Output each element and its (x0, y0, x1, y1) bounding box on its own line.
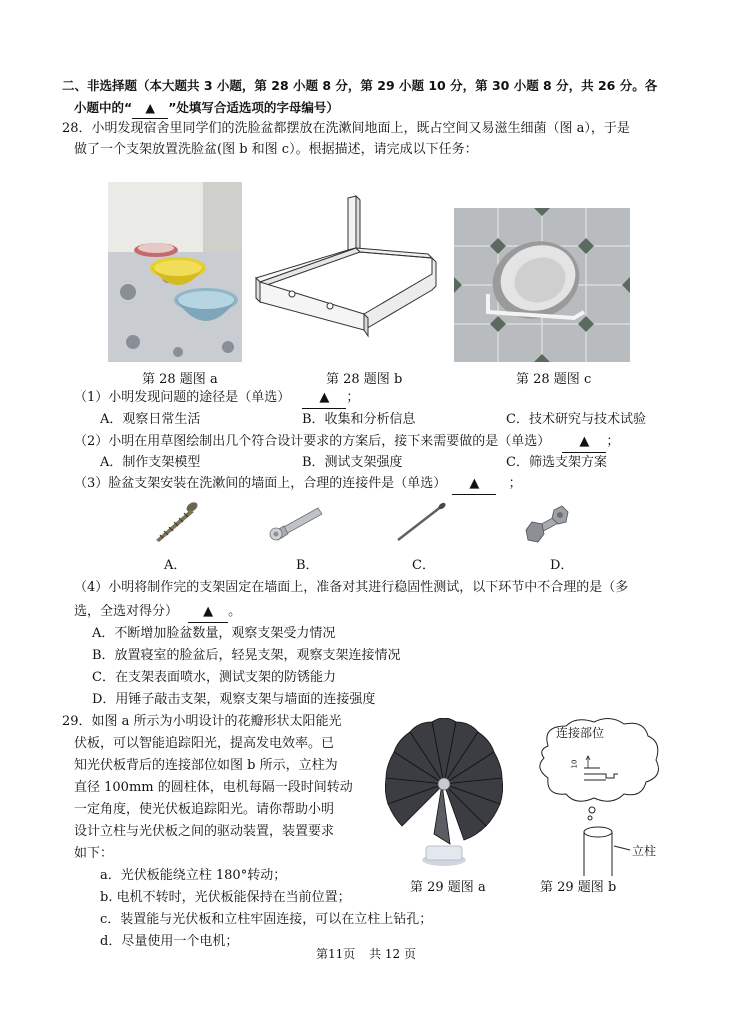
q28-sub2-end: ； (606, 434, 620, 449)
q28-sub3-answer-blank[interactable]: ▲ (452, 474, 496, 495)
footer-total-pages: 共 12 页 (369, 947, 417, 961)
answer-blank[interactable]: ▲ (132, 98, 168, 119)
q28-sub1-option-c: C．技术研究与技术试验 (506, 412, 646, 427)
q28-sub4-option-a: A．不断增加脸盆数量，观察支架受力情况 (92, 626, 336, 641)
q28-stem-line1: 28．小明发现宿舍里同学们的洗脸盆都摆放在洗漱间地面上，既占空间又易滋生细菌（图 a），于是 (62, 121, 630, 136)
q28-sub4-text: 选，全选对得分） (74, 604, 179, 619)
q28-sub3-label-d: D． (550, 558, 574, 573)
q29-stem-line2: 伏板，可以智能追踪阳光，提高发电效率。已 (74, 736, 335, 751)
q28-sub2-option-c: C．筛选支架方案 (506, 455, 607, 470)
q29-requirement-a: a．光伏板能绕立柱 180°转动； (100, 868, 287, 883)
q28-sub4-option-d: D．用锤子敲击支架，观察支架与墙面的连接强度 (92, 692, 376, 707)
q29-stem-line6: 设计立柱与光伏板之间的驱动装置，装置要求 (74, 824, 335, 839)
q28-sub4-line2 (74, 602, 241, 623)
q28-sub1-option-b: B．收集和分析信息 (302, 412, 416, 427)
bolt-nut-icon (520, 500, 572, 548)
q28-sub2-text: （2）小明在用草图绘制出几个符合设计要求的方案后，接下来需要做的是（单选） (74, 434, 551, 449)
q28-sub1-option-a: A．观察日常生活 (100, 412, 201, 427)
section-heading-part-a: 小题中的“ (74, 100, 133, 115)
q28-sub3-end: ； (508, 476, 522, 491)
q28-sub4-option-b: B．放置寝室的脸盆后，轻晃支架，观察支架连接情况 (92, 648, 401, 663)
q29-stem-line1: 29．如图 a 所示为小明设计的花瓣形状太阳能光 (62, 714, 342, 729)
q28-sub4-option-c: C．在支架表面喷水，测试支架的防锈能力 (92, 670, 336, 685)
q29-stem-line3: 知光伏板背后的连接部位如图 b 所示，立柱为 (74, 758, 338, 773)
q29-figure-b-dimension: 10 (570, 759, 579, 769)
q29-figure-b-connection-diagram (532, 716, 682, 876)
q28-sub3-label-a: A． (164, 558, 187, 573)
section-heading-part-b: ”处填写合适选项的字母编号） (168, 100, 339, 115)
q28-sub1-question (74, 388, 359, 409)
q28-figure-b-bracket (252, 190, 442, 350)
q28-stem-line2: 做了一个支架放置洗脸盆(图 b 和图 c）。根据描述，请完成以下任务： (74, 142, 478, 157)
q29-figure-a-solar-flower (368, 718, 520, 872)
page-footer (316, 944, 416, 964)
q29-stem-line5: 一定角度，使光伏板追踪阳光。请你帮助小明 (74, 802, 335, 817)
q29-figure-a-caption: 第 29 题图 a (410, 880, 486, 895)
q28-sub1-text: （1）小明发现问题的途径是（单选） (74, 390, 291, 405)
q28-sub4-end: 。 (228, 604, 242, 619)
section-heading-line2 (74, 98, 339, 119)
q28-sub3-text: （3）脸盆支架安装在洗漱间的墙面上，合理的连接件是（单选） (74, 476, 447, 491)
q28-figure-b-caption: 第 28 题图 b (326, 372, 403, 387)
expansion-bolt-icon (266, 502, 326, 546)
q28-sub3-question (74, 474, 522, 495)
q28-figure-a-photo (108, 182, 242, 362)
q28-figure-c-photo (454, 208, 630, 362)
q29-stem-line7: 如下： (74, 846, 114, 861)
q28-sub3-label-c: C． (412, 558, 435, 573)
q29-requirement-c: c．装置能与光伏板和立柱牢固连接，可以在立柱上钻孔； (100, 912, 433, 927)
q28-sub2-answer-blank[interactable]: ▲ (562, 432, 606, 453)
q28-sub4-line1: （4）小明将制作完的支架固定在墙面上，准备对其进行稳固性测试，以下环节中不合理的是（多 (74, 580, 629, 595)
q28-sub1-answer-blank[interactable]: ▲ (302, 388, 346, 409)
q29-figure-b-caption: 第 29 题图 b (540, 880, 617, 895)
q28-sub1-end: ； (346, 390, 360, 405)
footer-page-number: 第11页 (316, 947, 356, 961)
nail-icon (394, 500, 448, 548)
q28-sub3-label-b: B． (296, 558, 319, 573)
q28-figure-c-caption: 第 28 题图 c (516, 372, 592, 387)
q28-sub4-answer-blank[interactable]: ▲ (188, 602, 228, 623)
q28-sub2-option-b: B．测试支架强度 (302, 455, 403, 470)
q28-sub2-question (74, 432, 619, 453)
q28-sub2-option-a: A．制作支架模型 (100, 455, 201, 470)
q29-figure-b-label-connection: 连接部位 (556, 726, 605, 740)
q29-figure-b-label-post: 立柱 (632, 844, 657, 858)
q29-stem-line4: 直径 100mm 的圆柱体，电机每隔一段时间转动 (74, 780, 353, 795)
q28-figure-a-caption: 第 28 题图 a (142, 372, 218, 387)
wood-screw-icon (150, 500, 200, 548)
q29-requirement-b: b. 电机不转时，光伏板能保持在当前位置； (100, 890, 351, 905)
q29-requirement-d: d．尽量使用一个电机； (100, 934, 239, 949)
section-heading-line1: 二、非选择题（本大题共 3 小题，第 28 小题 8 分，第 29 小题 10 分，第 30 小题 8 分，共 26 分。各 (62, 78, 658, 93)
